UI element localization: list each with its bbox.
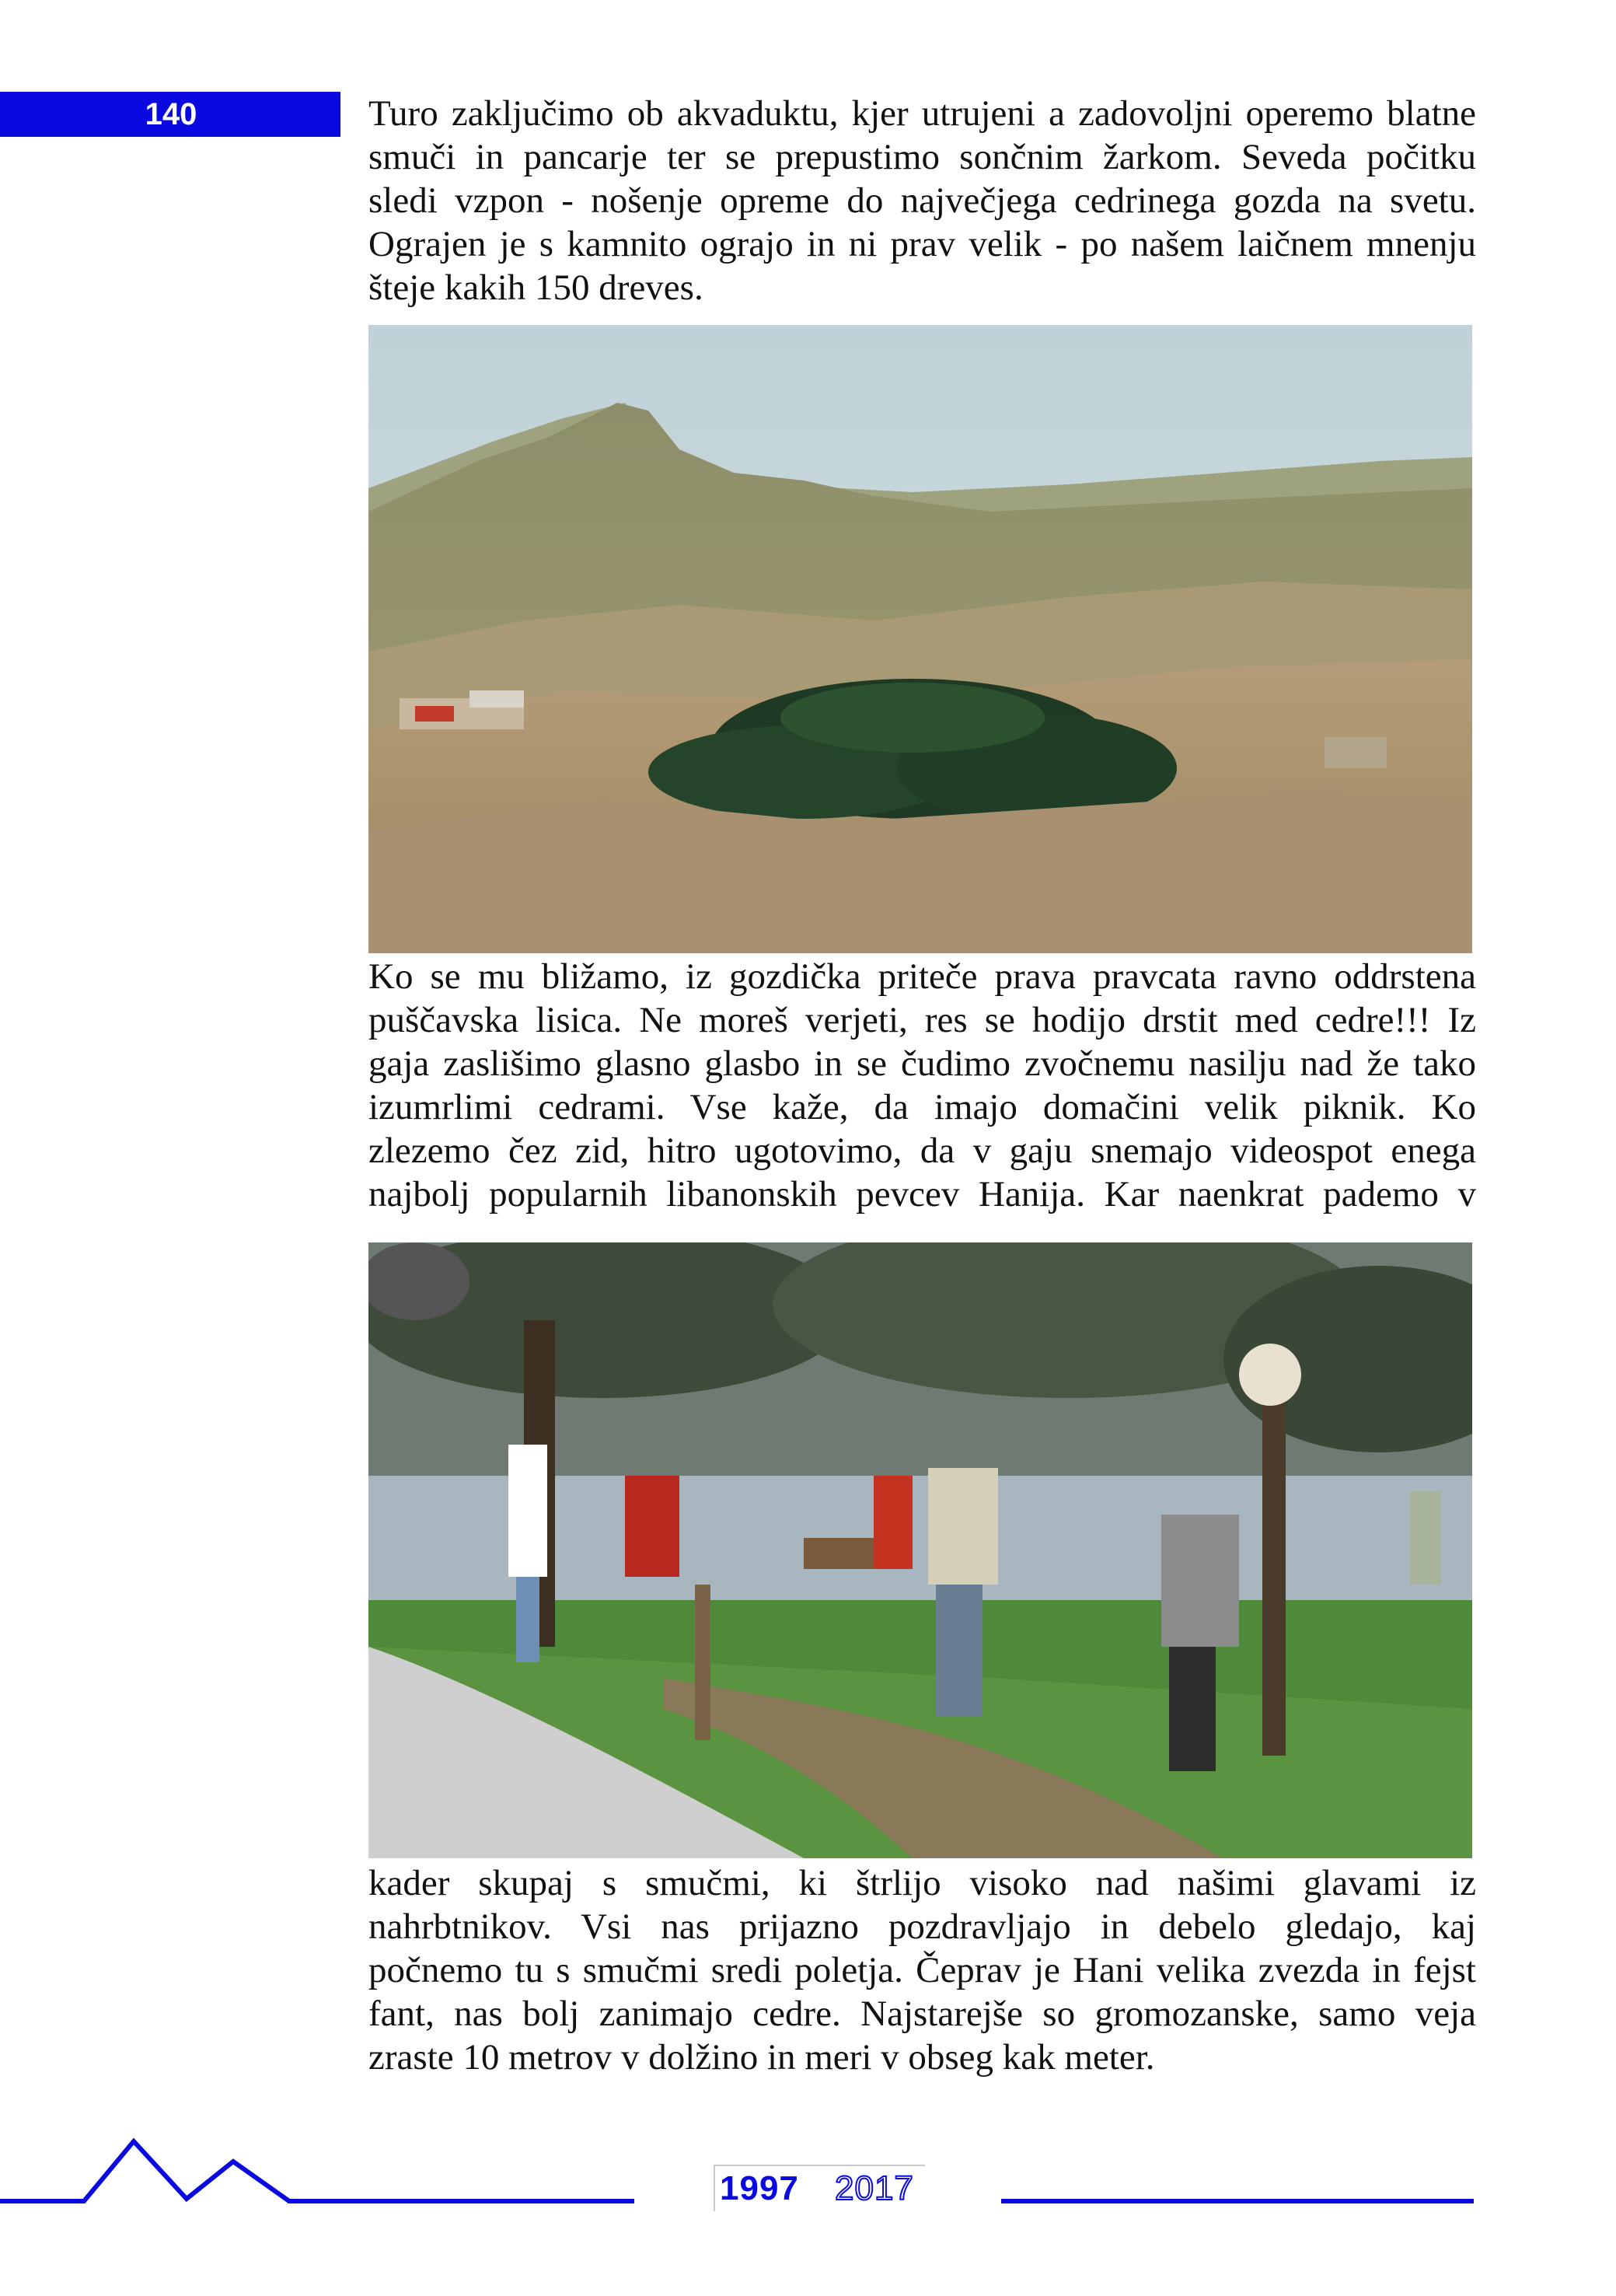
photo-cedar-forest-landscape — [368, 325, 1472, 953]
text-line: sledi vzpon - nošenje opreme do največjega cedrinega gozda na svetu. — [368, 180, 1476, 221]
anniversary-years — [714, 2165, 925, 2211]
mountain-footer-decoration — [0, 2130, 326, 2208]
text-line: Ograjen je s kamnito ograjo in ni prav velik - po našem laičnem mnenju — [368, 224, 1476, 264]
text-line: šteje kakih 150 dreves. — [368, 267, 703, 308]
footer-line-middle — [288, 2199, 634, 2203]
text-line: puščavska lisica. Ne moreš verjeti, res se hodijo drstit med cedre!!! Iz — [368, 1000, 1476, 1040]
text-line: fant, nas bolj zanimajo cedre. Najstarejše so gromozanske, samo veja — [368, 1994, 1476, 2034]
text-line: gaja zaslišimo glasno glasbo in se čudimo zvočnemu nasilju nad že tako — [368, 1043, 1476, 1084]
text-line: Turo zaključimo ob akvaduktu, kjer utrujeni a zadovoljni operemo blatne — [368, 93, 1476, 134]
page-number: 140 — [145, 97, 197, 131]
footer-line-right — [1001, 2199, 1474, 2203]
text-line: izumrlimi cedrami. Vse kaže, da imajo domačini velik piknik. Ko — [368, 1087, 1476, 1127]
paragraph-hani-cedars — [368, 1861, 1476, 2079]
year-end: 2017 — [835, 2169, 914, 2207]
text-line: počnemo tu s smučmi sredi poletja. Čeprav je Hani velika zvezda in fejst — [368, 1950, 1476, 1990]
text-line: najbolj popularnih libanonskih pevcev Hanija. Kar naenkrat pademo v — [368, 1174, 1476, 1214]
text-line: zraste 10 metrov v dolžino in meri v obseg kak meter. — [368, 2037, 1155, 2078]
photo-video-shoot-in-cedars — [368, 1242, 1472, 1858]
year-start: 1997 — [720, 2169, 799, 2207]
text-line: Ko se mu bližamo, iz gozdička priteče prava pravcata ravno oddrstena — [368, 956, 1476, 997]
text-line: smuči in pancarje ter se prepustimo sončnim žarkom. Seveda počitku — [368, 137, 1476, 177]
text-line: nahrbtnikov. Vsi nas prijazno pozdravljajo in debelo gledajo, kaj — [368, 1906, 1476, 1947]
text-line: kader skupaj s smučmi, ki štrlijo visoko nad našimi glavami iz — [368, 1863, 1476, 1903]
paragraph-intro — [368, 92, 1476, 309]
text-line: zlezemo čez zid, hitro ugotovimo, da v gaju snemajo videospot enega — [368, 1131, 1476, 1171]
paragraph-fox-videoshoot — [368, 955, 1476, 1216]
